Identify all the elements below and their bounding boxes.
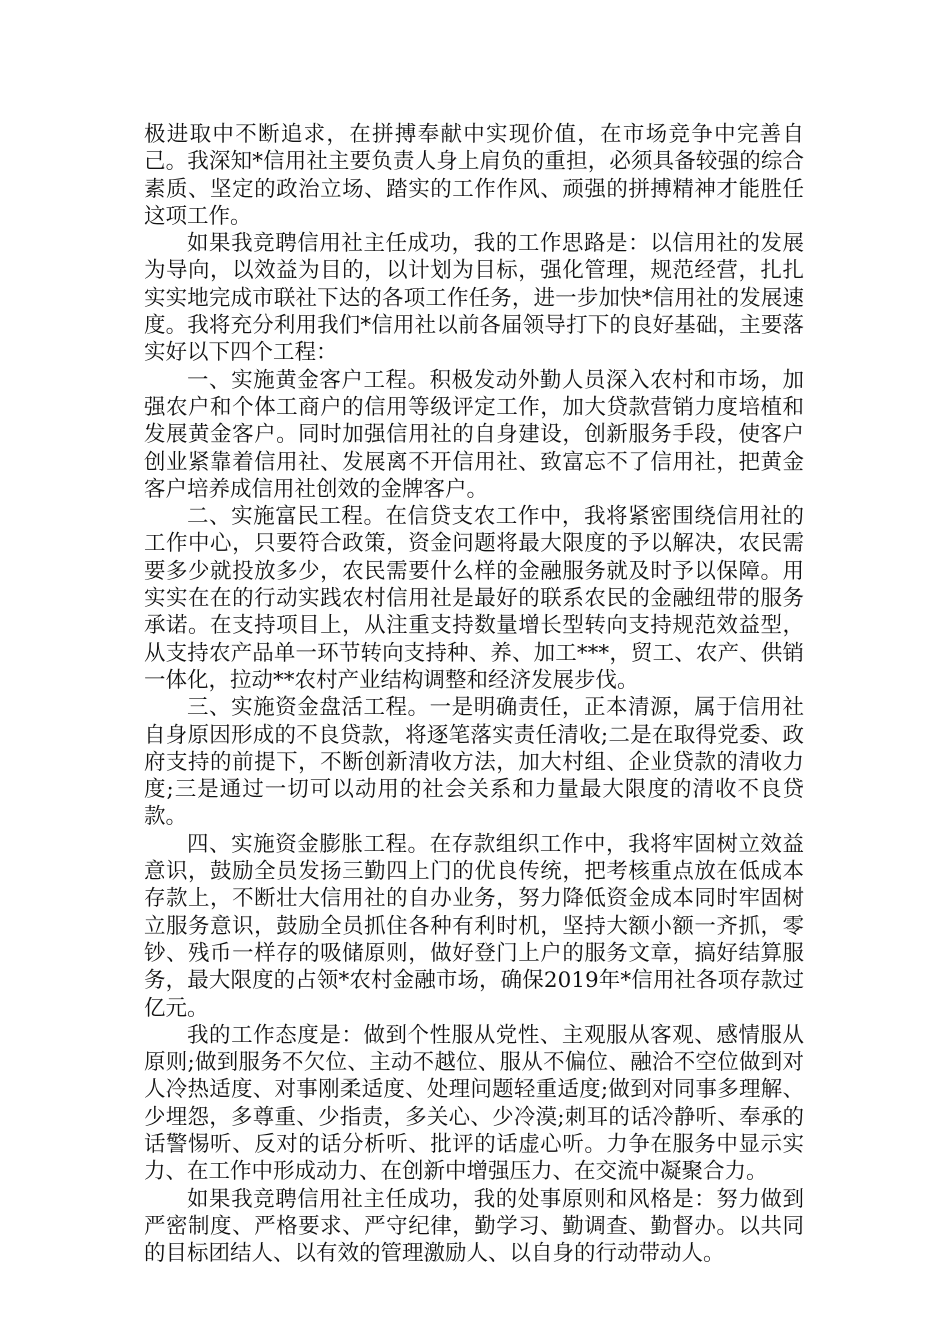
paragraph-continuation: 极进取中不断追求，在拼搏奉献中实现价值，在市场竞争中完善自己。我深知*信用社主要负责人身上肩负的重担，必须具备较强的综合素质、坚定的政治立场、踏实的工作作风、顽强的拼搏精神才能胜任这项工作。	[144, 122, 804, 229]
document-body	[144, 121, 804, 1267]
paragraph-work-approach: 如果我竞聘信用社主任成功，我的工作思路是：以信用社的发展为导向，以效益为目的，以计划为目标，强化管理，规范经营，扎扎实实地完成市联社下达的各项工作任务，进一步加快*信用社的发展速度。我将充分利用我们*信用社以前各届领导打下的良好基础，主要落实好以下四个工程：	[144, 231, 804, 366]
paragraph-project-enrich-farmers: 二、实施富民工程。在信贷支农工作中，我将紧密围绕信用社的工作中心，只要符合政策，资金问题将最大限度的予以解决，农民需要多少就投放多少，农民需要什么样的金融服务就及时予以保障。用实实在在的行动实践农村信用社是最好的联系农民的金融纽带的服务承诺。在支持项目上，从注重支持数量增长型转向支持规范效益型，从支持农产品单一环节转向支持种、养、加工***，贸工、农产、供销一体化，拉动**农村产业结构调整和经济发展步伐。	[144, 504, 804, 693]
paragraph-conduct-principles: 如果我竞聘信用社主任成功，我的处事原则和风格是：努力做到严密制度、严格要求、严守纪律，勤学习、勤调查、勤督办。以共同的目标团结人、以有效的管理激励人、以自身的行动带动人。	[144, 1186, 804, 1267]
paragraph-work-attitude: 我的工作态度是：做到个性服从党性、主观服从客观、感情服从原则;做到服务不欠位、主动不越位、服从不偏位、融洽不空位做到对人冷热适度、对事刚柔适度、处理问题轻重适度;做到对同事多理解、少埋怨，多尊重、少指责，多关心、少冷漠;刺耳的话冷静听、奉承的话警惕听、反对的话分析听、批评的话虚心听。力争在服务中显示实力、在工作中形成动力、在创新中增强压力、在交流中凝聚合力。	[144, 1022, 804, 1185]
paragraph-project-fund-expansion: 四、实施资金膨胀工程。在存款组织工作中，我将牢固树立效益意识，鼓励全员发扬三勤四上门的优良传统，把考核重点放在低成本存款上，不断壮大信用社的自办业务，努力降低资金成本同时牢固树立服务意识，鼓励全员抓住各种有利时机，坚持大额小额一齐抓，零钞、残币一样存的吸储原则，做好登门上户的服务文章，搞好结算服务，最大限度的占领*农村金融市场，确保2019年*信用社各项存款过亿元。	[144, 831, 804, 1021]
paragraph-project-fund-revitalization: 三、实施资金盘活工程。一是明确责任，正本清源，属于信用社自身原因形成的不良贷款，将逐笔落实责任清收;二是在取得党委、政府支持的前提下，不断创新清收方法，加大村组、企业贷款的清收力度;三是通过一切可以动用的社会关系和力量最大限度的清收不良贷款。	[144, 695, 804, 830]
paragraph-project-gold-customer: 一、实施黄金客户工程。积极发动外勤人员深入农村和市场，加强农户和个体工商户的信用等级评定工作，加大贷款营销力度培植和发展黄金客户。同时加强信用社的自身建设，创新服务手段，使客户创业紧靠着信用社、发展离不开信用社、致富忘不了信用社，把黄金客户培养成信用社创效的金牌客户。	[144, 367, 804, 502]
